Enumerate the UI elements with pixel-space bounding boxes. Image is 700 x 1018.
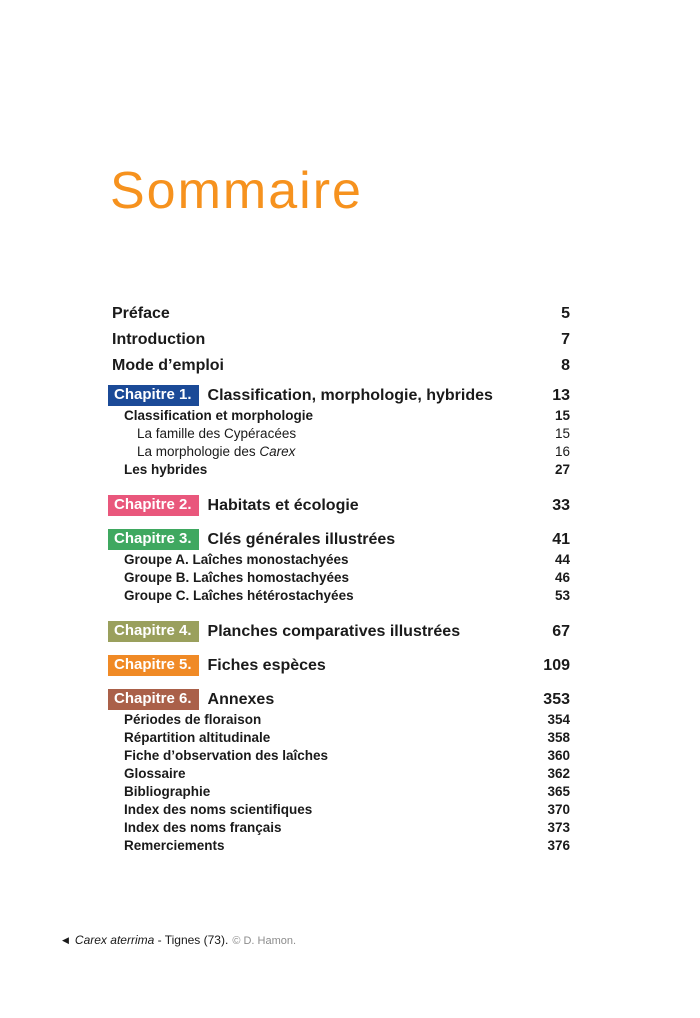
toc-entry-label: [108, 588, 555, 603]
caption-credit: © D. Hamon.: [232, 935, 297, 947]
toc-entry-text: Bibliographie: [124, 784, 211, 799]
toc-entry-text: Glossaire: [124, 766, 186, 781]
toc-entry-label: [108, 748, 547, 763]
chapter-badge: Chapitre 3.: [108, 529, 199, 550]
caption-location: - Tignes (73).: [154, 933, 229, 947]
toc-chapter-row: [108, 527, 570, 552]
toc-entry-page-number: 353: [543, 690, 570, 708]
page-title: Sommaire: [110, 162, 363, 220]
toc-entry-text: Répartition altitudinale: [124, 730, 271, 745]
toc-entry-page-number: 15: [554, 408, 570, 423]
toc-entry-label: [108, 462, 555, 477]
toc-entry-text: Périodes de floraison: [124, 712, 262, 727]
chapter-badge: Chapitre 2.: [108, 495, 199, 516]
toc-entry-text: Introduction: [112, 331, 206, 348]
photo-caption: [62, 933, 296, 947]
toc-entry-text: Les hybrides: [124, 462, 208, 477]
toc-entry-row: [108, 426, 570, 444]
toc-entry-page-number: 13: [552, 386, 570, 404]
toc-entry-label: [108, 331, 561, 349]
toc-chapter-row: [108, 687, 570, 712]
chapter-badge: Chapitre 1.: [108, 385, 199, 406]
toc-entry-text: Préface: [112, 305, 170, 322]
toc-entry-text: Index des noms français: [124, 820, 282, 835]
toc-entry-page-number: 27: [554, 462, 570, 477]
toc-entry-label: [108, 552, 555, 567]
toc-chapter-row: [108, 493, 570, 518]
toc-entry-label: [108, 802, 547, 817]
toc-entry-page-number: 360: [547, 748, 570, 763]
toc-entry-text: Planches comparatives illustrées: [207, 622, 461, 640]
toc-entry-text: Mode d’emploi: [112, 357, 224, 374]
toc-entry-page-number: 5: [561, 305, 570, 322]
toc-entry-label: [108, 408, 555, 423]
toc-entry-page-number: 354: [547, 712, 570, 727]
toc-entry-page-number: 41: [552, 530, 570, 548]
toc-entry-text: Habitats et écologie: [207, 496, 359, 514]
toc-entry-page-number: 8: [561, 357, 570, 374]
toc-entry-label: [108, 621, 552, 642]
toc-entry-row: [108, 357, 570, 383]
toc-entry-label: [108, 385, 552, 406]
toc-entry-label: [108, 570, 555, 585]
toc-entry-label: [108, 529, 552, 550]
toc-entry-label: [108, 838, 547, 853]
left-arrow-icon: ◀: [62, 935, 69, 945]
toc-entry-page-number: 44: [554, 552, 570, 567]
toc-entry-row: [108, 570, 570, 588]
toc-entry-page-number: 373: [547, 820, 570, 835]
toc-entry-page-number: 376: [547, 838, 570, 853]
toc-chapter-row: [108, 619, 570, 644]
chapter-badge: Chapitre 4.: [108, 621, 199, 642]
toc-entry-text: La morphologie des: [137, 444, 260, 459]
caption-species: Carex aterrima: [74, 933, 155, 947]
toc-entry-page-number: 109: [543, 656, 570, 674]
toc-entry-label: [108, 730, 547, 745]
toc-entry-row: [108, 712, 570, 730]
toc-entry-label: [108, 426, 555, 441]
toc-entry-label: [108, 444, 555, 459]
toc-entry-label: [108, 820, 547, 835]
toc-entry-label: [108, 305, 561, 323]
toc-entry-page-number: 15: [554, 426, 570, 441]
toc-entry-text: Classification et morphologie: [124, 408, 314, 423]
toc-entry-page-number: 67: [552, 622, 570, 640]
toc-entry-row: [108, 748, 570, 766]
toc-entry-text: Fiche d’observation des laîches: [124, 748, 329, 763]
toc-entry-label: [108, 495, 552, 516]
toc-entry-row: [108, 408, 570, 426]
toc-entry-row: [108, 802, 570, 820]
toc-entry-row: [108, 462, 570, 480]
toc-entry-text: Remerciements: [124, 838, 225, 853]
toc-entry-row: [108, 444, 570, 462]
toc-entry-page-number: 46: [554, 570, 570, 585]
toc-entry-row: [108, 588, 570, 606]
toc-entry-page-number: 365: [547, 784, 570, 799]
toc-entry-page-number: 7: [561, 331, 570, 348]
toc-chapter-row: [108, 383, 570, 408]
toc-entry-text: Clés générales illustrées: [207, 530, 396, 548]
toc-entry-text: Annexes: [207, 690, 275, 708]
toc-entry-label: [108, 784, 547, 799]
toc-entry-label: [108, 689, 543, 710]
toc-entry-page-number: 370: [547, 802, 570, 817]
toc-entry-page-number: 362: [547, 766, 570, 781]
toc-entry-row: [108, 820, 570, 838]
toc-entry-row: [108, 552, 570, 570]
toc-entry-row: [108, 784, 570, 802]
toc-entry-label: [108, 655, 543, 676]
toc-entry-label: [108, 357, 561, 375]
toc-entry-text: Classification, morphologie, hybrides: [207, 386, 493, 404]
toc-entry-label: [108, 712, 547, 727]
toc-entry-row: [108, 766, 570, 784]
toc-entry-page-number: 33: [552, 496, 570, 514]
toc-list: [108, 305, 570, 856]
toc-entry-text-italic: Carex: [259, 444, 296, 459]
toc-entry-text: Fiches espèces: [207, 656, 326, 674]
toc-entry-text: Index des noms scientifiques: [124, 802, 313, 817]
toc-entry-page-number: 16: [554, 444, 570, 459]
toc-entry-page-number: 358: [547, 730, 570, 745]
toc-entry-row: [108, 838, 570, 856]
chapter-badge: Chapitre 5.: [108, 655, 199, 676]
chapter-badge: Chapitre 6.: [108, 689, 199, 710]
toc-entry-text: Groupe C. Laîches hétérostachyées: [124, 588, 354, 603]
toc-entry-page-number: 53: [554, 588, 570, 603]
toc-entry-row: [108, 331, 570, 357]
toc-entry-label: [108, 766, 547, 781]
toc-chapter-row: [108, 653, 570, 678]
toc-entry-row: [108, 305, 570, 331]
toc-entry-text: Groupe A. Laîches monostachyées: [124, 552, 349, 567]
toc-entry-text: Groupe B. Laîches homostachyées: [124, 570, 350, 585]
toc-entry-row: [108, 730, 570, 748]
toc-entry-text: La famille des Cypéracées: [137, 426, 297, 441]
